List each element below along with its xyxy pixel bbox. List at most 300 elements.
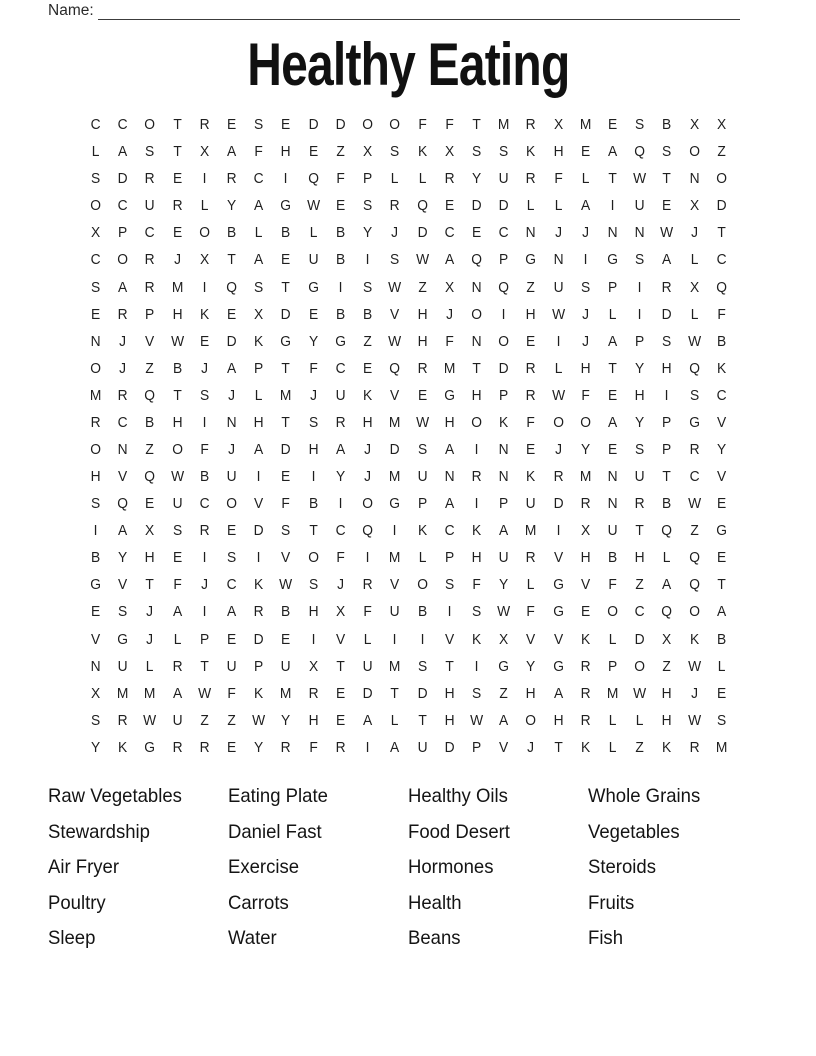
grid-letter: G <box>307 278 319 296</box>
grid-letter: A <box>607 332 618 350</box>
grid-letter: Q <box>661 603 673 621</box>
grid-letter: D <box>281 440 292 458</box>
grid-letter: E <box>281 468 291 486</box>
grid-letter: J <box>527 738 535 756</box>
grid-letter: K <box>499 413 509 431</box>
grid-letter: I <box>392 630 397 648</box>
grid-letter: O <box>307 549 319 567</box>
grid-letter: Q <box>362 522 374 540</box>
grid-letter: I <box>202 413 207 431</box>
grid-letter: W <box>170 332 184 350</box>
grid-letter: U <box>417 468 428 486</box>
grid-letter: D <box>417 684 428 702</box>
grid-letter: D <box>444 738 455 756</box>
grid-letter: G <box>280 197 292 215</box>
grid-letter: O <box>199 224 210 242</box>
grid-letter: Z <box>200 711 209 729</box>
grid-letter: H <box>661 684 672 702</box>
grid-letter: T <box>472 359 481 377</box>
grid-letter: X <box>199 143 210 161</box>
grid-letter: S <box>281 522 291 540</box>
grid-letter: F <box>526 603 536 621</box>
grid-letter: T <box>281 278 291 296</box>
grid-letter: X <box>553 116 563 134</box>
grid-letter: R <box>145 170 156 188</box>
word-bank-item: Health <box>408 891 462 914</box>
grid-letter: V <box>90 630 101 648</box>
grid-letter: U <box>117 657 128 675</box>
grid-letter: D <box>498 197 509 215</box>
grid-letter: S <box>363 197 373 215</box>
grid-letter: H <box>661 711 672 729</box>
grid-letter: A <box>172 684 182 702</box>
grid-letter: X <box>689 116 699 134</box>
grid-letter: E <box>607 386 618 404</box>
grid-letter: O <box>688 603 700 621</box>
grid-letter: T <box>200 657 209 675</box>
grid-letter: H <box>580 549 591 567</box>
grid-letter: G <box>498 657 510 675</box>
grid-letter: R <box>689 440 700 458</box>
grid-letter: K <box>363 386 373 404</box>
grid-letter: I <box>637 278 642 296</box>
grid-letter: H <box>145 549 156 567</box>
grid-letter: E <box>607 116 618 134</box>
grid-letter: T <box>662 468 672 486</box>
grid-letter: E <box>716 495 726 513</box>
grid-letter: W <box>687 495 701 513</box>
grid-letter: E <box>227 116 237 134</box>
grid-letter: N <box>471 332 482 350</box>
grid-letter: R <box>580 711 591 729</box>
grid-letter: U <box>172 495 183 513</box>
grid-letter: B <box>417 603 427 621</box>
grid-letter: I <box>583 251 588 269</box>
grid-letter: G <box>90 576 101 594</box>
grid-letter: H <box>281 143 292 161</box>
grid-letter: K <box>417 143 427 161</box>
grid-letter: N <box>444 468 455 486</box>
grid-letter: I <box>556 522 561 540</box>
grid-letter: A <box>553 684 563 702</box>
grid-letter: C <box>253 170 264 188</box>
grid-letter: O <box>389 116 401 134</box>
grid-letter: S <box>390 143 400 161</box>
grid-letter: H <box>553 711 564 729</box>
grid-letter: Q <box>144 468 156 486</box>
grid-letter: O <box>362 495 374 513</box>
grid-letter: J <box>581 305 589 323</box>
grid-letter: M <box>389 468 401 486</box>
grid-letter: X <box>308 657 318 675</box>
grid-letter: W <box>633 684 647 702</box>
grid-letter: D <box>389 440 400 458</box>
grid-letter: U <box>607 522 618 540</box>
grid-letter: Y <box>635 413 645 431</box>
grid-letter: C <box>199 495 210 513</box>
grid-letter: A <box>716 603 726 621</box>
grid-letter: G <box>552 603 564 621</box>
grid-letter: L <box>717 657 726 675</box>
grid-letter: L <box>255 224 263 242</box>
grid-letter: O <box>226 495 238 513</box>
word-bank-column <box>228 779 408 957</box>
grid-letter: S <box>635 116 645 134</box>
grid-letter: N <box>498 440 509 458</box>
grid-letter: O <box>579 413 591 431</box>
word-bank <box>48 779 768 957</box>
grid-letter: H <box>471 549 482 567</box>
grid-letter: E <box>335 684 346 702</box>
grid-letter: F <box>526 413 536 431</box>
grid-letter: X <box>363 143 373 161</box>
grid-letter: H <box>634 549 645 567</box>
grid-letter: U <box>335 386 346 404</box>
grid-letter: X <box>199 251 210 269</box>
grid-letter: O <box>416 576 428 594</box>
grid-letter: J <box>391 224 399 242</box>
grid-letter: J <box>690 224 698 242</box>
grid-letter: S <box>118 603 128 621</box>
grid-letter: X <box>689 197 699 215</box>
grid-letter: R <box>580 495 591 513</box>
grid-letter: E <box>471 224 482 242</box>
grid-letter: U <box>145 197 156 215</box>
grid-letter: Y <box>716 440 726 458</box>
grid-letter: T <box>173 143 182 161</box>
grid-letter: Z <box>526 278 536 296</box>
grid-letter: M <box>525 522 537 540</box>
grid-letter: I <box>311 630 316 648</box>
grid-letter: A <box>499 522 509 540</box>
grid-letter: T <box>635 522 644 540</box>
grid-letter: E <box>172 549 182 567</box>
grid-letter: R <box>145 278 156 296</box>
grid-letter: W <box>415 251 429 269</box>
grid-letter: G <box>280 332 292 350</box>
grid-letter: E <box>363 359 373 377</box>
word-bank-item: Air Fryer <box>48 856 120 879</box>
grid-letter: F <box>254 143 264 161</box>
grid-letter: H <box>308 603 319 621</box>
grid-letter: U <box>226 468 237 486</box>
grid-letter: Q <box>416 197 428 215</box>
grid-letter: S <box>417 440 427 458</box>
grid-letter: K <box>716 359 726 377</box>
grid-letter: W <box>687 657 701 675</box>
grid-letter: F <box>173 576 182 594</box>
grid-letter: I <box>474 495 479 513</box>
grid-letter: P <box>635 332 645 350</box>
grid-letter: W <box>388 278 402 296</box>
grid-letter: J <box>200 576 208 594</box>
grid-letter: U <box>553 278 564 296</box>
page-title: Healthy Eating <box>246 31 570 98</box>
grid-letter: R <box>417 359 428 377</box>
grid-letter: K <box>199 305 210 323</box>
grid-letter: C <box>716 251 727 269</box>
grid-letter: G <box>552 657 564 675</box>
grid-letter: C <box>335 522 346 540</box>
grid-letter: I <box>338 495 343 513</box>
grid-letter: A <box>254 251 264 269</box>
grid-letter: R <box>308 684 319 702</box>
grid-letter: B <box>90 549 101 567</box>
grid-letter: R <box>90 413 101 431</box>
grid-letter: H <box>444 413 455 431</box>
grid-letter: R <box>525 116 536 134</box>
grid-letter: K <box>471 630 482 648</box>
grid-letter: A <box>607 143 618 161</box>
grid-letter: R <box>689 738 700 756</box>
grid-letter: M <box>497 116 510 134</box>
grid-letter: R <box>471 468 482 486</box>
grid-letter: B <box>145 413 155 431</box>
grid-letter: L <box>309 224 318 242</box>
grid-letter: L <box>391 711 399 729</box>
grid-letter: D <box>417 224 428 242</box>
grid-letter: R <box>525 549 536 567</box>
grid-letter: F <box>717 305 726 323</box>
grid-letter: B <box>662 495 672 513</box>
grid-letter: D <box>226 332 237 350</box>
grid-letter: W <box>660 224 674 242</box>
grid-letter: N <box>607 224 618 242</box>
grid-letter: Q <box>389 359 401 377</box>
grid-letter: G <box>525 251 537 269</box>
grid-letter: C <box>689 468 700 486</box>
grid-letter: E <box>335 197 346 215</box>
grid-letter: W <box>469 711 484 729</box>
grid-letter: W <box>197 684 211 702</box>
grid-letter: N <box>498 468 509 486</box>
grid-letter: A <box>254 197 264 215</box>
grid-letter: J <box>146 603 154 621</box>
grid-letter: Z <box>689 522 699 540</box>
grid-letter: S <box>444 576 454 594</box>
grid-letter: M <box>443 359 456 377</box>
grid-letter: I <box>311 468 316 486</box>
grid-letter: B <box>281 603 291 621</box>
grid-letter: L <box>554 197 562 215</box>
grid-letter: Z <box>145 440 155 458</box>
grid-letter: P <box>145 305 155 323</box>
grid-letter: M <box>389 413 401 431</box>
grid-letter: H <box>253 413 264 431</box>
grid-letter: S <box>199 386 210 404</box>
grid-letter: A <box>335 440 346 458</box>
grid-letter: R <box>335 413 346 431</box>
grid-letter: B <box>227 224 237 242</box>
grid-letter: J <box>228 386 236 404</box>
grid-letter: R <box>172 197 183 215</box>
grid-letter: T <box>417 711 427 729</box>
grid-letter: C <box>90 251 101 269</box>
grid-letter: H <box>172 413 183 431</box>
grid-letter: Q <box>498 278 510 296</box>
grid-letter: U <box>172 711 183 729</box>
grid-letter: T <box>281 359 291 377</box>
grid-letter: C <box>716 386 727 404</box>
grid-letter: Y <box>90 738 101 756</box>
grid-letter: Y <box>580 440 590 458</box>
grid-letter: O <box>525 711 537 729</box>
grid-letter: S <box>308 576 318 594</box>
grid-letter: D <box>308 116 319 134</box>
grid-letter: W <box>551 305 565 323</box>
grid-letter: C <box>634 603 645 621</box>
grid-letter: N <box>90 657 101 675</box>
grid-letter: S <box>471 684 482 702</box>
grid-letter: I <box>365 549 370 567</box>
grid-letter: U <box>634 197 645 215</box>
name-row <box>48 0 740 20</box>
grid-letter: X <box>662 630 672 648</box>
grid-letter: B <box>335 305 346 323</box>
grid-letter: G <box>335 332 346 350</box>
grid-letter: K <box>526 143 536 161</box>
grid-letter: Z <box>227 711 236 729</box>
grid-letter: E <box>172 170 182 188</box>
grid-letter: F <box>309 359 318 377</box>
grid-letter: E <box>716 684 726 702</box>
grid-letter: F <box>363 603 372 621</box>
grid-letter: S <box>90 170 101 188</box>
grid-letter: J <box>554 224 562 242</box>
grid-letter: H <box>172 305 183 323</box>
word-bank-item: Fish <box>588 927 624 950</box>
grid-letter: S <box>254 278 264 296</box>
grid-letter: O <box>144 116 156 134</box>
grid-letter: S <box>254 116 264 134</box>
grid-letter: A <box>499 711 509 729</box>
grid-letter: E <box>145 495 155 513</box>
grid-letter: D <box>471 197 482 215</box>
grid-letter: L <box>255 386 263 404</box>
grid-letter: O <box>471 413 482 431</box>
grid-letter: P <box>199 630 210 648</box>
grid-letter: R <box>389 197 400 215</box>
grid-letter: E <box>417 386 427 404</box>
grid-letter: Y <box>635 359 645 377</box>
grid-letter: W <box>143 711 157 729</box>
grid-letter: N <box>607 495 618 513</box>
grid-letter: S <box>90 495 101 513</box>
grid-letter: B <box>308 495 318 513</box>
grid-letter: L <box>527 197 535 215</box>
grid-letter: S <box>172 522 182 540</box>
word-bank-item: Poultry <box>48 891 106 914</box>
grid-letter: A <box>444 440 454 458</box>
grid-letter: D <box>634 630 645 648</box>
grid-letter: Y <box>526 657 536 675</box>
grid-letter: V <box>553 549 563 567</box>
grid-letter: A <box>118 143 128 161</box>
grid-letter: I <box>447 603 452 621</box>
grid-letter: N <box>471 278 482 296</box>
grid-letter: K <box>471 522 482 540</box>
grid-letter: K <box>580 738 590 756</box>
grid-letter: B <box>662 116 672 134</box>
grid-letter: G <box>607 251 618 269</box>
grid-letter: V <box>444 630 454 648</box>
grid-letter: W <box>252 711 266 729</box>
grid-letter: R <box>580 657 591 675</box>
grid-letter: E <box>444 197 454 215</box>
grid-letter: A <box>444 251 454 269</box>
grid-letter: V <box>118 576 128 594</box>
grid-letter: M <box>579 116 592 134</box>
grid-letter: K <box>689 630 699 648</box>
grid-letter: A <box>662 576 672 594</box>
grid-letter: I <box>420 630 425 648</box>
grid-letter: D <box>716 197 727 215</box>
grid-letter: T <box>336 657 345 675</box>
grid-letter: S <box>390 251 400 269</box>
grid-letter: L <box>663 549 671 567</box>
grid-letter: I <box>501 305 506 323</box>
grid-letter: Z <box>417 278 427 296</box>
grid-letter: A <box>227 359 237 377</box>
grid-letter: G <box>443 386 455 404</box>
grid-letter: X <box>335 603 346 621</box>
name-blank-line <box>98 4 740 20</box>
grid-letter: P <box>363 170 373 188</box>
grid-letter: E <box>90 603 101 621</box>
grid-letter: O <box>90 359 101 377</box>
grid-letter: B <box>281 224 291 242</box>
word-bank-item: Healthy Oils <box>408 785 508 807</box>
grid-letter: X <box>444 143 454 161</box>
grid-letter: M <box>171 278 183 296</box>
title-wrap <box>0 30 816 99</box>
grid-letter: W <box>170 468 184 486</box>
grid-letter: R <box>199 522 210 540</box>
grid-letter: C <box>335 359 346 377</box>
grid-letter: O <box>607 603 618 621</box>
grid-letter: S <box>363 278 373 296</box>
grid-letter: G <box>716 522 727 540</box>
grid-letter: F <box>608 576 617 594</box>
grid-letter: T <box>717 224 726 242</box>
grid-letter: L <box>418 549 426 567</box>
grid-letter: C <box>145 224 156 242</box>
grid-letter: B <box>199 468 210 486</box>
grid-letter: J <box>581 224 589 242</box>
word-bank-item: Vegetables <box>588 820 680 843</box>
grid-letter: K <box>254 684 264 702</box>
grid-letter: N <box>634 224 645 242</box>
grid-letter: Y <box>308 332 318 350</box>
word-bank-item: Food Desert <box>408 820 510 843</box>
grid-letter: T <box>553 738 563 756</box>
grid-letter: Z <box>336 143 345 161</box>
grid-letter: V <box>553 630 563 648</box>
grid-letter: A <box>607 413 618 431</box>
grid-letter: Y <box>471 170 482 188</box>
grid-letter: F <box>445 332 454 350</box>
grid-letter: P <box>662 440 672 458</box>
grid-letter: H <box>417 305 428 323</box>
grid-letter: R <box>634 495 645 513</box>
grid-letter: E <box>90 305 101 323</box>
grid-letter: E <box>580 603 590 621</box>
grid-letter: I <box>365 738 370 756</box>
grid-letter: W <box>633 170 647 188</box>
grid-letter: S <box>417 657 427 675</box>
grid-letter: T <box>173 386 182 404</box>
grid-letter: O <box>716 170 727 188</box>
